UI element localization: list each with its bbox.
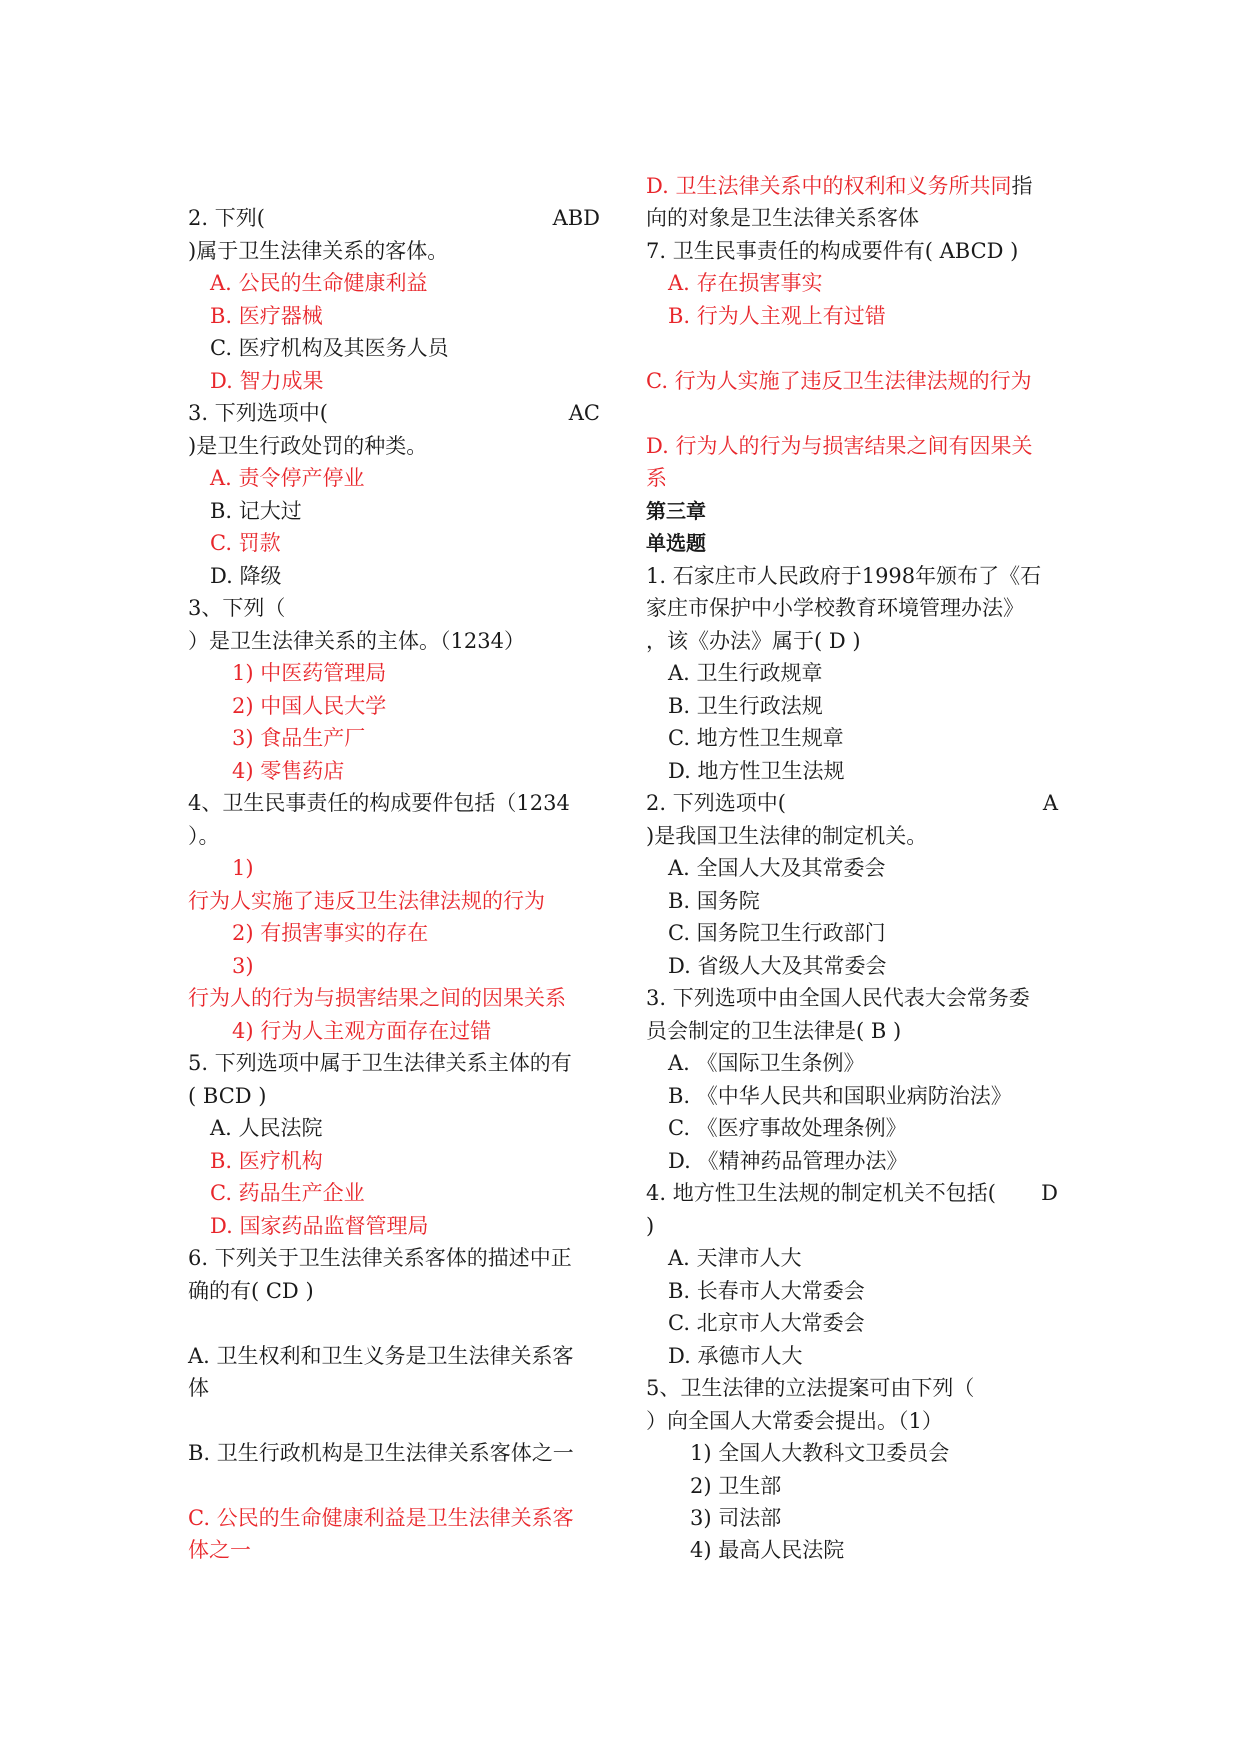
left_column-line: 5. 下列选项中属于卫生法律关系主体的有 [188,1051,572,1075]
right_column-line: A. 卫生行政规章 [668,661,823,685]
left_column-line: 4、卫生民事责任的构成要件包括（1234 [188,791,570,815]
left_column-line: 行为人实施了违反卫生法律法规的行为 [188,889,545,913]
right_column-line: 系 [646,466,667,490]
left_column-line: B. 医疗机构 [210,1149,323,1173]
left_column-line: D. 降级 [210,564,282,588]
right_column-line: 2) 卫生部 [690,1474,782,1498]
right_column-line: 4. 地方性卫生法规的制定机关不包括( [646,1181,996,1205]
right_column-line: ，该《办法》属于( D ) [646,629,861,653]
right_column-line: A. 全国人大及其常委会 [668,856,886,880]
left_column-line: )是卫生行政处罚的种类。 [188,434,428,458]
right_column-line: 家庄市保护中小学校教育环境管理办法》 [646,596,1024,620]
right_column-line: 7. 卫生民事责任的构成要件有( ABCD ) [646,239,1019,263]
right_column-line: ）向全国人大常委会提出。（1） [646,1409,943,1433]
right_column-line: B. 卫生行政法规 [668,694,823,718]
right_column-line: C. 北京市人大常委会 [668,1311,865,1335]
left_column-line: 2) 中国人民大学 [232,694,387,718]
left_column-line: )属于卫生法律关系的客体。 [188,239,449,263]
left_column-line: 4) 零售药店 [232,759,345,783]
right_column-line: A. 天津市人大 [668,1246,802,1270]
answer-key: AC [568,401,600,425]
left_column-line: C. 公民的生命健康利益是卫生法律关系客 [188,1506,574,1530]
left_column-line: B. 医疗器械 [210,304,323,328]
left_column-line: A. 责令停产停业 [210,466,365,490]
right_column-line: D. 地方性卫生法规 [668,759,845,783]
left_column-line: ( BCD ) [188,1084,267,1108]
right_column-line: A. 《国际卫生条例》 [668,1051,865,1075]
left_column-line: C. 药品生产企业 [210,1181,365,1205]
right_column-line: D. 卫生法律关系中的权利和义务所共同指 [646,174,1033,198]
right_column-line: C. 《医疗事故处理条例》 [668,1116,907,1140]
left_column-line: C. 医疗机构及其医务人员 [210,336,449,360]
right_column-line: B. 国务院 [668,889,760,913]
right_column-line: A. 存在损害事实 [668,271,823,295]
left_column-line: 2. 下列( [188,206,265,230]
left_column-line: 3. 下列选项中( [188,401,328,425]
right_column-line: )是我国卫生法律的制定机关。 [646,824,928,848]
left_column-line: 3、下列（ [188,596,286,620]
left_column-line: 2) 有损害事实的存在 [232,921,429,945]
right_column-line: B. 长春市人大常委会 [668,1279,865,1303]
right_column-line: D. 省级人大及其常委会 [668,954,887,978]
left_column-line: 确的有( CD ) [188,1279,314,1303]
left_column-line: A. 公民的生命健康利益 [210,271,428,295]
left_column-line: D. 国家药品监督管理局 [210,1214,429,1238]
left_column-line: C. 罚款 [210,531,281,555]
right_column-line: D. 行为人的行为与损害结果之间有因果关 [646,434,1033,458]
right_column-line: 4) 最高人民法院 [690,1538,845,1562]
right_column-line: D. 承德市人大 [668,1344,803,1368]
right_column-line: 第三章 [646,499,706,523]
answer-key: ABD [552,206,600,230]
left_column-line: 体 [188,1376,209,1400]
left_column-line: 1) 中医药管理局 [232,661,387,685]
right_column-line: B. 《中华人民共和国职业病防治法》 [668,1084,1012,1108]
left_column-line: D. 智力成果 [210,369,324,393]
left_column-line: 4) 行为人主观方面存在过错 [232,1019,492,1043]
left_column-line: 3) [232,954,254,978]
left_column-line: 1) [232,856,254,880]
answer-key: D [1041,1181,1058,1205]
right_column-line: C. 行为人实施了违反卫生法律法规的行为 [646,369,1032,393]
answer-key: A [1042,791,1058,815]
right_column-line: 单选题 [646,531,706,555]
right_column-line: 3. 下列选项中由全国人民代表大会常务委 [646,986,1030,1010]
left_column-line: A. 人民法院 [210,1116,323,1140]
right_column-line: C. 地方性卫生规章 [668,726,844,750]
right_column-line: 向的对象是卫生法律关系客体 [646,206,919,230]
left_column-line: 3) 食品生产厂 [232,726,366,750]
right_column-line: ) [646,1214,655,1238]
right_column-line: 2. 下列选项中( [646,791,786,815]
left_column-line: 6. 下列关于卫生法律关系客体的描述中正 [188,1246,572,1270]
right_column-line: B. 行为人主观上有过错 [668,304,886,328]
right_column-line: 1. 石家庄市人民政府于1998年颁布了《石 [646,564,1042,588]
right_column-line: 员会制定的卫生法律是( B ) [646,1019,902,1043]
left_column-line: A. 卫生权利和卫生义务是卫生法律关系客 [188,1344,574,1368]
left_column-line: B. 记大过 [210,499,302,523]
left_column-line: ）。 [188,824,220,848]
right_column-line: 1) 全国人大教科文卫委员会 [690,1441,950,1465]
right_column-line: 5、卫生法律的立法提案可由下列（ [646,1376,975,1400]
left_column-line: 行为人的行为与损害结果之间的因果关系 [188,986,566,1010]
right_column-line: D. 《精神药品管理办法》 [668,1149,908,1173]
right_column-line: C. 国务院卫生行政部门 [668,921,886,945]
left_column-line: ）是卫生法律关系的主体。（1234） [188,629,525,653]
left_column-line: 体之一 [188,1538,251,1562]
left_column-line: B. 卫生行政机构是卫生法律关系客体之一 [188,1441,574,1465]
right_column-line: 3) 司法部 [690,1506,782,1530]
